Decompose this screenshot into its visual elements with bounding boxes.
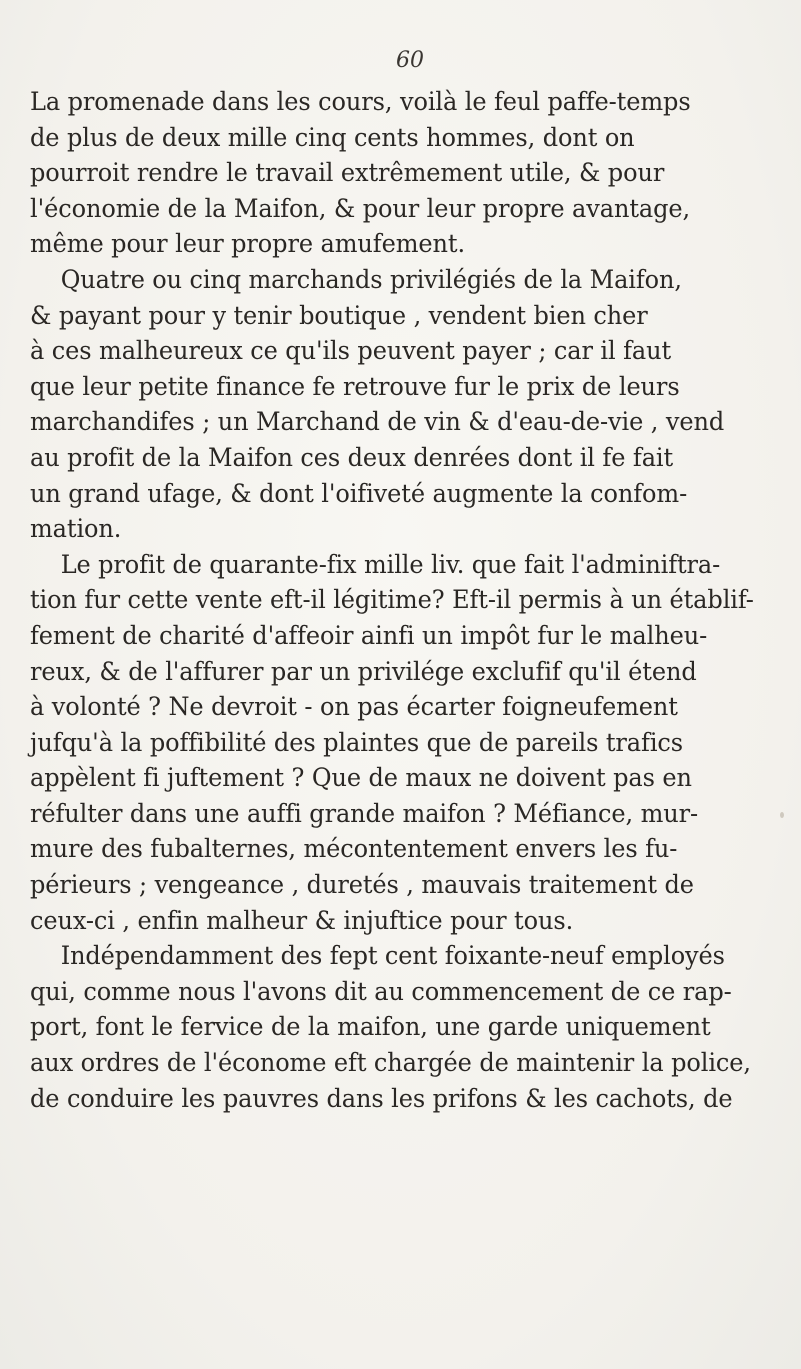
paragraph-start-line: Quatre ou cinq marchands privilégiés de la Maifon, [60,264,682,294]
paragraph-start-line: Indépendamment des fept cent foixante-neuf employés [60,941,725,971]
text-line: fement de charité d'affeoir ainfi un impôt fur le malheu- [30,620,708,650]
text-line: pourroit rendre le travail extrêmement utile, & pour [30,158,665,188]
text-line: à volonté ? Ne devroit - on pas écarter foigneufement [30,692,678,722]
text-line: tion fur cette vente eft-il légitime? Eft-il permis à un établif- [30,585,754,615]
text-line: jufqu'à la poffibilité des plaintes que de pareils trafics [30,727,684,757]
text-line: appèlent fi juftement ? Que de maux ne doivent pas en [30,763,692,793]
text-line: & payant pour y tenir boutique , vendent bien cher [30,300,648,330]
paper-speck [780,812,784,818]
paragraph-start-line: Le profit de quarante-fix mille liv. que fait l'adminiftra- [60,549,721,579]
page-number: 60 [396,48,424,73]
text-line: de plus de deux mille cinq cents hommes, dont on [30,122,635,152]
text-line: un grand ufage, & dont l'oifiveté augmente la confom- [30,478,688,508]
text-line: à ces malheureux ce qu'ils peuvent payer ; car il faut [30,336,672,366]
text-line: marchandifes ; un Marchand de vin & d'eau-de-vie , vend [30,407,725,437]
text-line: mation. [30,514,122,544]
text-line: que leur petite finance fe retrouve fur le prix de leurs [30,371,680,401]
text-line: qui, comme nous l'avons dit au commencement de ce rap- [30,976,732,1006]
text-line: mure des fubalternes, mécontentement envers les fu- [30,834,678,864]
text-line: port, font le fervice de la maifon, une garde uniquement [30,1012,711,1042]
text-line: ceux-ci , enfin malheur & injuftice pour tous. [30,905,574,935]
text-line: réfulter dans une auffi grande maifon ? Méfiance, mur- [30,798,699,828]
text-line: aux ordres de l'économe eft chargée de maintenir la police, [30,1048,751,1078]
text-line: au profit de la Maifon ces deux denrées dont il fe fait [30,442,674,472]
text-line: reux, & de l'affurer par un privilége exclufif qu'il étend [30,656,697,686]
body-text [30,84,800,1116]
text-line: de conduire les pauvres dans les prifons & les cachots, de [30,1083,733,1113]
text-line: périeurs ; vengeance , duretés , mauvais traitement de [30,870,694,900]
text-line: même pour leur propre amufement. [30,229,466,259]
text-line: La promenade dans les cours, voilà le feul paffe-temps [30,87,691,116]
text-line: l'économie de la Maifon, & pour leur propre avantage, [30,193,691,223]
